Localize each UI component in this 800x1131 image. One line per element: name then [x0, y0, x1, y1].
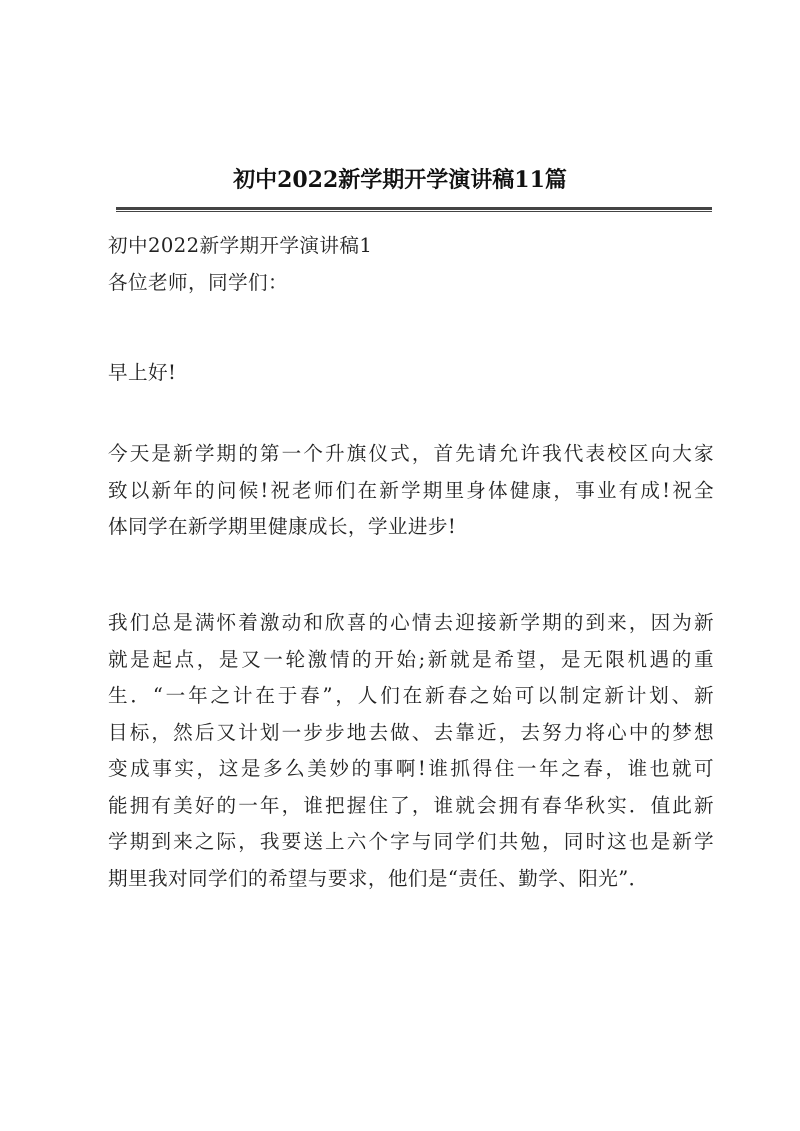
document-title: 初中2022新学期开学演讲稿11篇: [233, 167, 567, 193]
title-divider: [116, 207, 712, 212]
paragraph-2-line: 目标，然后又计划一步步地去做、去靠近，去努力将心中的梦想: [108, 720, 714, 744]
section-heading-text: 初中2022新学期开学演讲稿1: [108, 234, 373, 257]
paragraph-2-line: 变成事实，这是多么美妙的事啊!谁抓得住一年之春，谁也就可: [108, 757, 714, 780]
paragraph-2-line: 期里我对同学们的希望与要求，他们是“责任、勤学、阳光”．: [108, 866, 649, 890]
paragraph-1-line: 体同学在新学期里健康成长，学业进步!: [108, 515, 457, 538]
salutation-text: 各位老师，同学们：: [108, 271, 288, 294]
paragraph-1-line: 今天是新学期的第一个升旗仪式，首先请允许我代表校区向大家: [108, 442, 714, 465]
section-heading: [108, 228, 714, 265]
greeting-text: 早上好!: [108, 361, 177, 384]
paragraph-2-line: 就是起点，是又一轮激情的开始;新就是希望，是无限机遇的重: [108, 647, 714, 671]
paragraph-1-line: 致以新年的问候!祝老师们在新学期里身体健康，事业有成!祝全: [108, 478, 714, 502]
paragraph-2: [108, 605, 714, 897]
salutation: [108, 265, 714, 302]
paragraph-2-line: 生．“一年之计在于春”，人们在新春之始可以制定新计划、新: [108, 684, 714, 707]
paragraph-2-line: 能拥有美好的一年，谁把握住了，谁就会拥有春华秋实．值此新: [108, 793, 714, 817]
paragraph-2-line: 学期到来之际，我要送上六个字与同学们共勉，同时这也是新学: [108, 830, 714, 853]
paragraph-2-line: 我们总是满怀着激动和欣喜的心情去迎接新学期的到来，因为新: [108, 611, 714, 634]
greeting: [108, 355, 714, 392]
paragraph-1: [108, 436, 714, 546]
